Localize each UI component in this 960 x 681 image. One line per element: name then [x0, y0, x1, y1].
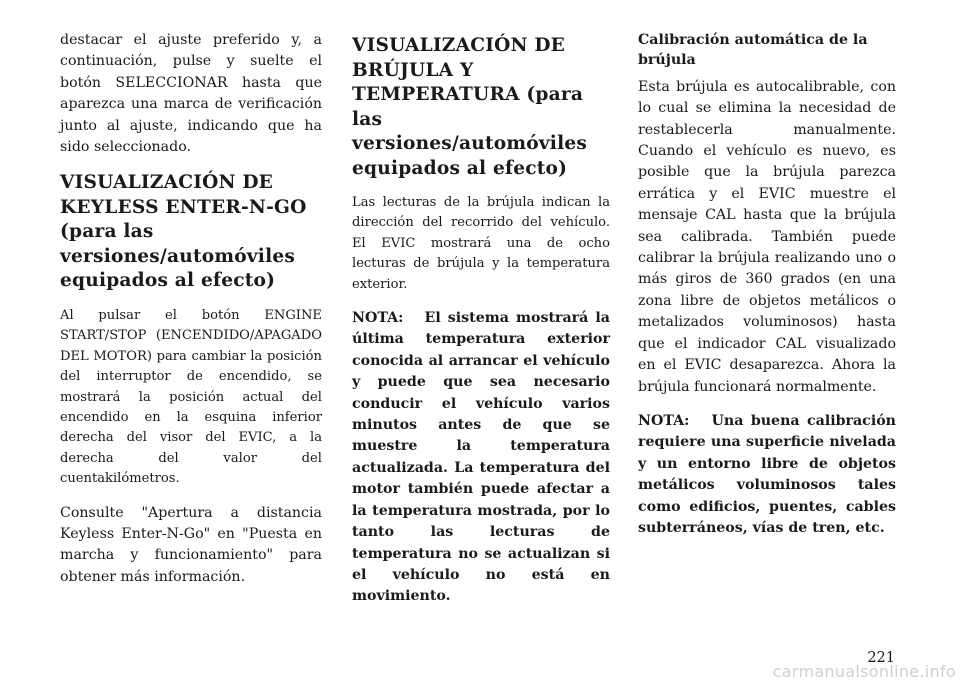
compass-heading: VISUALIZACIÓN DE BRÚJULA Y TEMPERATURA (para las versiones/automóviles equipados al efecto) — [352, 35, 588, 179]
note-text: El sistema mostrará la última temperatura exterior conocida al arrancar el vehículo y puede que sea necesario conducir el vehículo varios minutos antes de que se muestre la temperatura actualizada. La temperatura del motor también puede afectar a la temperatura mostrada, por lo tanto las lecturas de temperatura no se actualizan si el vehículo no está en movimiento. — [352, 310, 610, 605]
page-number: 221 — [867, 650, 895, 666]
note-label: NOTA: — [638, 412, 690, 429]
calibration-paragraph: Esta brújula es autocalibrable, con lo cual se elimina la necesidad de restablecerla manualmente. Cuando el vehículo es nuevo, es posible que la brújula parezca errática y el EVIC muestre el mensaje CAL hasta que la brújula sea calibrada. También puede calibrar la brújula realizando uno o más giros de 360 grados (en una zona libre de objetos metálicos o metalizados voluminosos) hasta que el indicador CAL visualizado en el EVIC desaparezca. Ahora la brújula funcionará normalmente. — [638, 78, 896, 395]
column-left — [60, 30, 322, 601]
intro-paragraph: destacar el ajuste preferido y, a continuación, pulse y suelte el botón SELECCIONAR hasta que aparezca una marca de verificación junto al ajuste, indicando que ha sido seleccionado. — [60, 32, 322, 156]
watermark: carmanualsonline.info — [772, 662, 956, 681]
note-text: Una buena calibración requiere una superficie nivelada y un entorno libre de objetos metálicos voluminosos tales como edificios, puentes, cables subterráneos, vías de tren, etc. — [638, 412, 896, 536]
column-right — [638, 30, 896, 552]
keyless-reference-paragraph: Consulte "Apertura a distancia Keyless Enter-N-Go" en "Puesta en marcha y funcionamiento" para obtener más información. — [60, 504, 322, 585]
keyless-heading: VISUALIZACIÓN DE KEYLESS ENTER-N-GO (para las versiones/automóviles equipados al efecto) — [60, 172, 307, 292]
compass-paragraph: Las lecturas de la brújula indican la dirección del recorrido del vehículo. El EVIC mostrará una de ocho lecturas de brújula y la temperatura exterior. — [352, 195, 610, 292]
calibration-subheading: Calibración automática de la brújula — [638, 32, 868, 69]
compass-note — [352, 308, 610, 608]
keyless-paragraph: Al pulsar el botón ENGINE START/STOP (ENCENDIDO/APAGADO DEL MOTOR) para cambiar la posición del interruptor de encendido, se mostrará la posición actual del encendido en la esquina inferior derecha del visor del EVIC, a la derecha del valor del cuentakilómetros. — [60, 307, 322, 487]
column-middle — [352, 30, 610, 621]
calibration-note — [638, 411, 896, 539]
note-label: NOTA: — [352, 310, 404, 327]
